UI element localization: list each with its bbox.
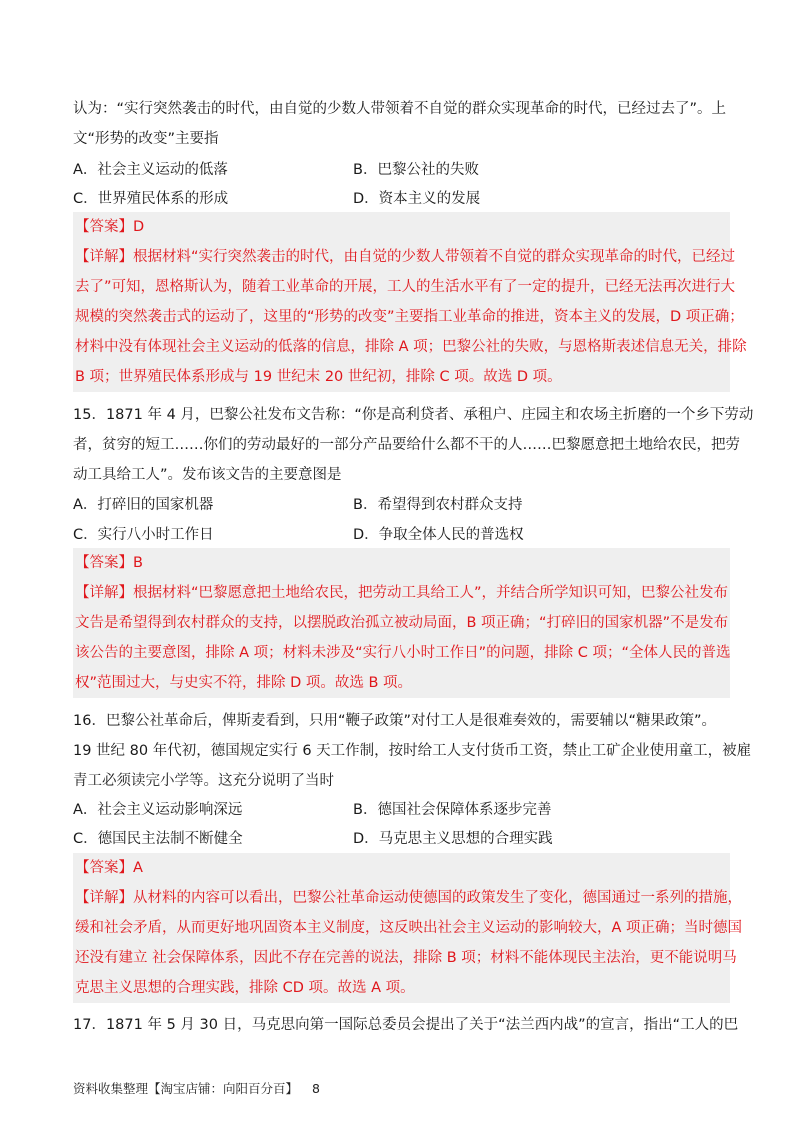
q14-detail-line-1: 【详解】根据材料“实行突然袭击的时代，由自觉的少数人带领着不自觉的群众实现革命的时代，已经过 bbox=[75, 249, 736, 265]
q15-detail-line-3: 该公告的主要意图，排除 A 项；材料未涉及“实行八小时工作日”的问题，排除 C 项；“全体人民的普选 bbox=[75, 645, 731, 661]
q15-answer: 【答案】B bbox=[75, 555, 143, 571]
q14-detail-line-5: B 项；世界殖民体系形成与 19 世纪末 20 世纪初，排除 C 项。故选 D 项。 bbox=[75, 369, 562, 385]
q15-stem-line-1: 15．1871 年 4 月，巴黎公社发布文告称：“你是高利贷者、承租户、庄园主和农场主折磨的一个乡下劳动 bbox=[73, 407, 754, 423]
q15-option-c: C．实行八小时工作日 bbox=[73, 527, 214, 543]
q16-option-b: B．德国社会保障体系逐步完善 bbox=[353, 802, 552, 818]
page-number: 8 bbox=[312, 1081, 320, 1096]
q15-detail-line-4: 权”范围过大，与史实不符，排除 D 项。故选 B 项。 bbox=[75, 675, 413, 691]
q17-stem-line-1: 17．1871 年 5 月 30 日，马克思向第一国际总委员会提出了关于“法兰西内战”的宣言，指出“工人的巴 bbox=[73, 1017, 739, 1033]
q16-detail-line-1: 【详解】从材料的内容可以看出，巴黎公社革命运动使德国的政策发生了变化，德国通过一系列的措施， bbox=[75, 890, 742, 906]
q16-stem-line-3: 青工必须读完小学等。这充分说明了当时 bbox=[73, 773, 334, 789]
q15-option-d: D．争取全体人民的普选权 bbox=[353, 527, 524, 543]
q15-answer-box bbox=[73, 548, 730, 698]
q16-detail-line-3: 还没有建立 社会保障体系，因此不存在完善的说法，排除 B 项；材料不能体现民主法治，更不能说明马 bbox=[75, 950, 737, 966]
q16-detail-line-4: 克思主义思想的合理实践，排除 CD 项。故选 A 项。 bbox=[75, 980, 415, 996]
q16-option-a: A．社会主义运动影响深远 bbox=[73, 802, 243, 818]
q14-option-b: B．巴黎公社的失败 bbox=[353, 162, 479, 178]
q15-stem-line-3: 动工具给工人”。发布该文告的主要意图是 bbox=[73, 467, 342, 483]
q14-detail-line-4: 材料中没有体现社会主义运动的低落的信息，排除 A 项；巴黎公社的失败，与恩格斯表述信息无关，排除 bbox=[75, 339, 747, 355]
q14-option-d: D．资本主义的发展 bbox=[353, 191, 481, 207]
q16-stem-line-2: 19 世纪 80 年代初，德国规定实行 6 天工作制，按时给工人支付货币工资，禁止工矿企业使用童工，被雇 bbox=[73, 743, 752, 759]
q15-detail-line-2: 文告是希望得到农村群众的支持，以摆脱政治孤立被动局面，B 项正确；“打碎旧的国家机器”不是发布 bbox=[75, 615, 729, 631]
q16-answer-box bbox=[73, 853, 743, 1003]
q15-option-b: B．希望得到农村群众支持 bbox=[353, 497, 523, 513]
q16-option-c: C．德国民主法制不断健全 bbox=[73, 831, 243, 847]
q14-detail-line-2: 去了”可知，恩格斯认为，随着工业革命的开展，工人的生活水平有了一定的提升，已经无法再次进行大 bbox=[75, 279, 736, 295]
q14-detail-line-3: 规模的突然袭击式的运动了，这里的“形势的改变”主要指工业革命的推进，资本主义的发展，D 项正确； bbox=[75, 309, 744, 325]
q14-stem-line-2: 文“形势的改变”主要指 bbox=[73, 131, 219, 147]
q16-detail-line-2: 缓和社会矛盾，从而更好地巩固资本主义制度，这反映出社会主义运动的影响较大，A 项正确；当时德国 bbox=[75, 920, 743, 936]
q14-option-a: A．社会主义运动的低落 bbox=[73, 162, 228, 178]
q15-detail-line-1: 【详解】根据材料“巴黎愿意把土地给农民，把劳动工具给工人”，并结合所学知识可知，巴黎公社发布 bbox=[75, 585, 729, 601]
q16-stem-line-1: 16．巴黎公社革命后，俾斯麦看到，只用“鞭子政策”对付工人是很难奏效的，需要辅以“糖果政策”。 bbox=[73, 713, 716, 729]
q15-stem-line-2: 者，贫穷的短工……你们的劳动最好的一部分产品要给什么都不干的人……巴黎愿意把土地给农民，把劳 bbox=[73, 437, 740, 453]
q14-stem-line-1: 认为：“实行突然袭击的时代，由自觉的少数人带领着不自觉的群众实现革命的时代，已经过去了”。上 bbox=[73, 101, 727, 117]
q14-option-c: C．世界殖民体系的形成 bbox=[73, 191, 229, 207]
q16-option-d: D．马克思主义思想的合理实践 bbox=[353, 831, 553, 847]
q14-answer-box bbox=[73, 212, 747, 392]
q16-answer: 【答案】A bbox=[75, 860, 143, 876]
footer-source-text: 资料收集整理【淘宝店铺：向阳百分百】 bbox=[73, 1081, 299, 1096]
page-footer bbox=[73, 1079, 320, 1099]
q14-answer: 【答案】D bbox=[75, 219, 145, 235]
q15-option-a: A．打碎旧的国家机器 bbox=[73, 497, 214, 513]
